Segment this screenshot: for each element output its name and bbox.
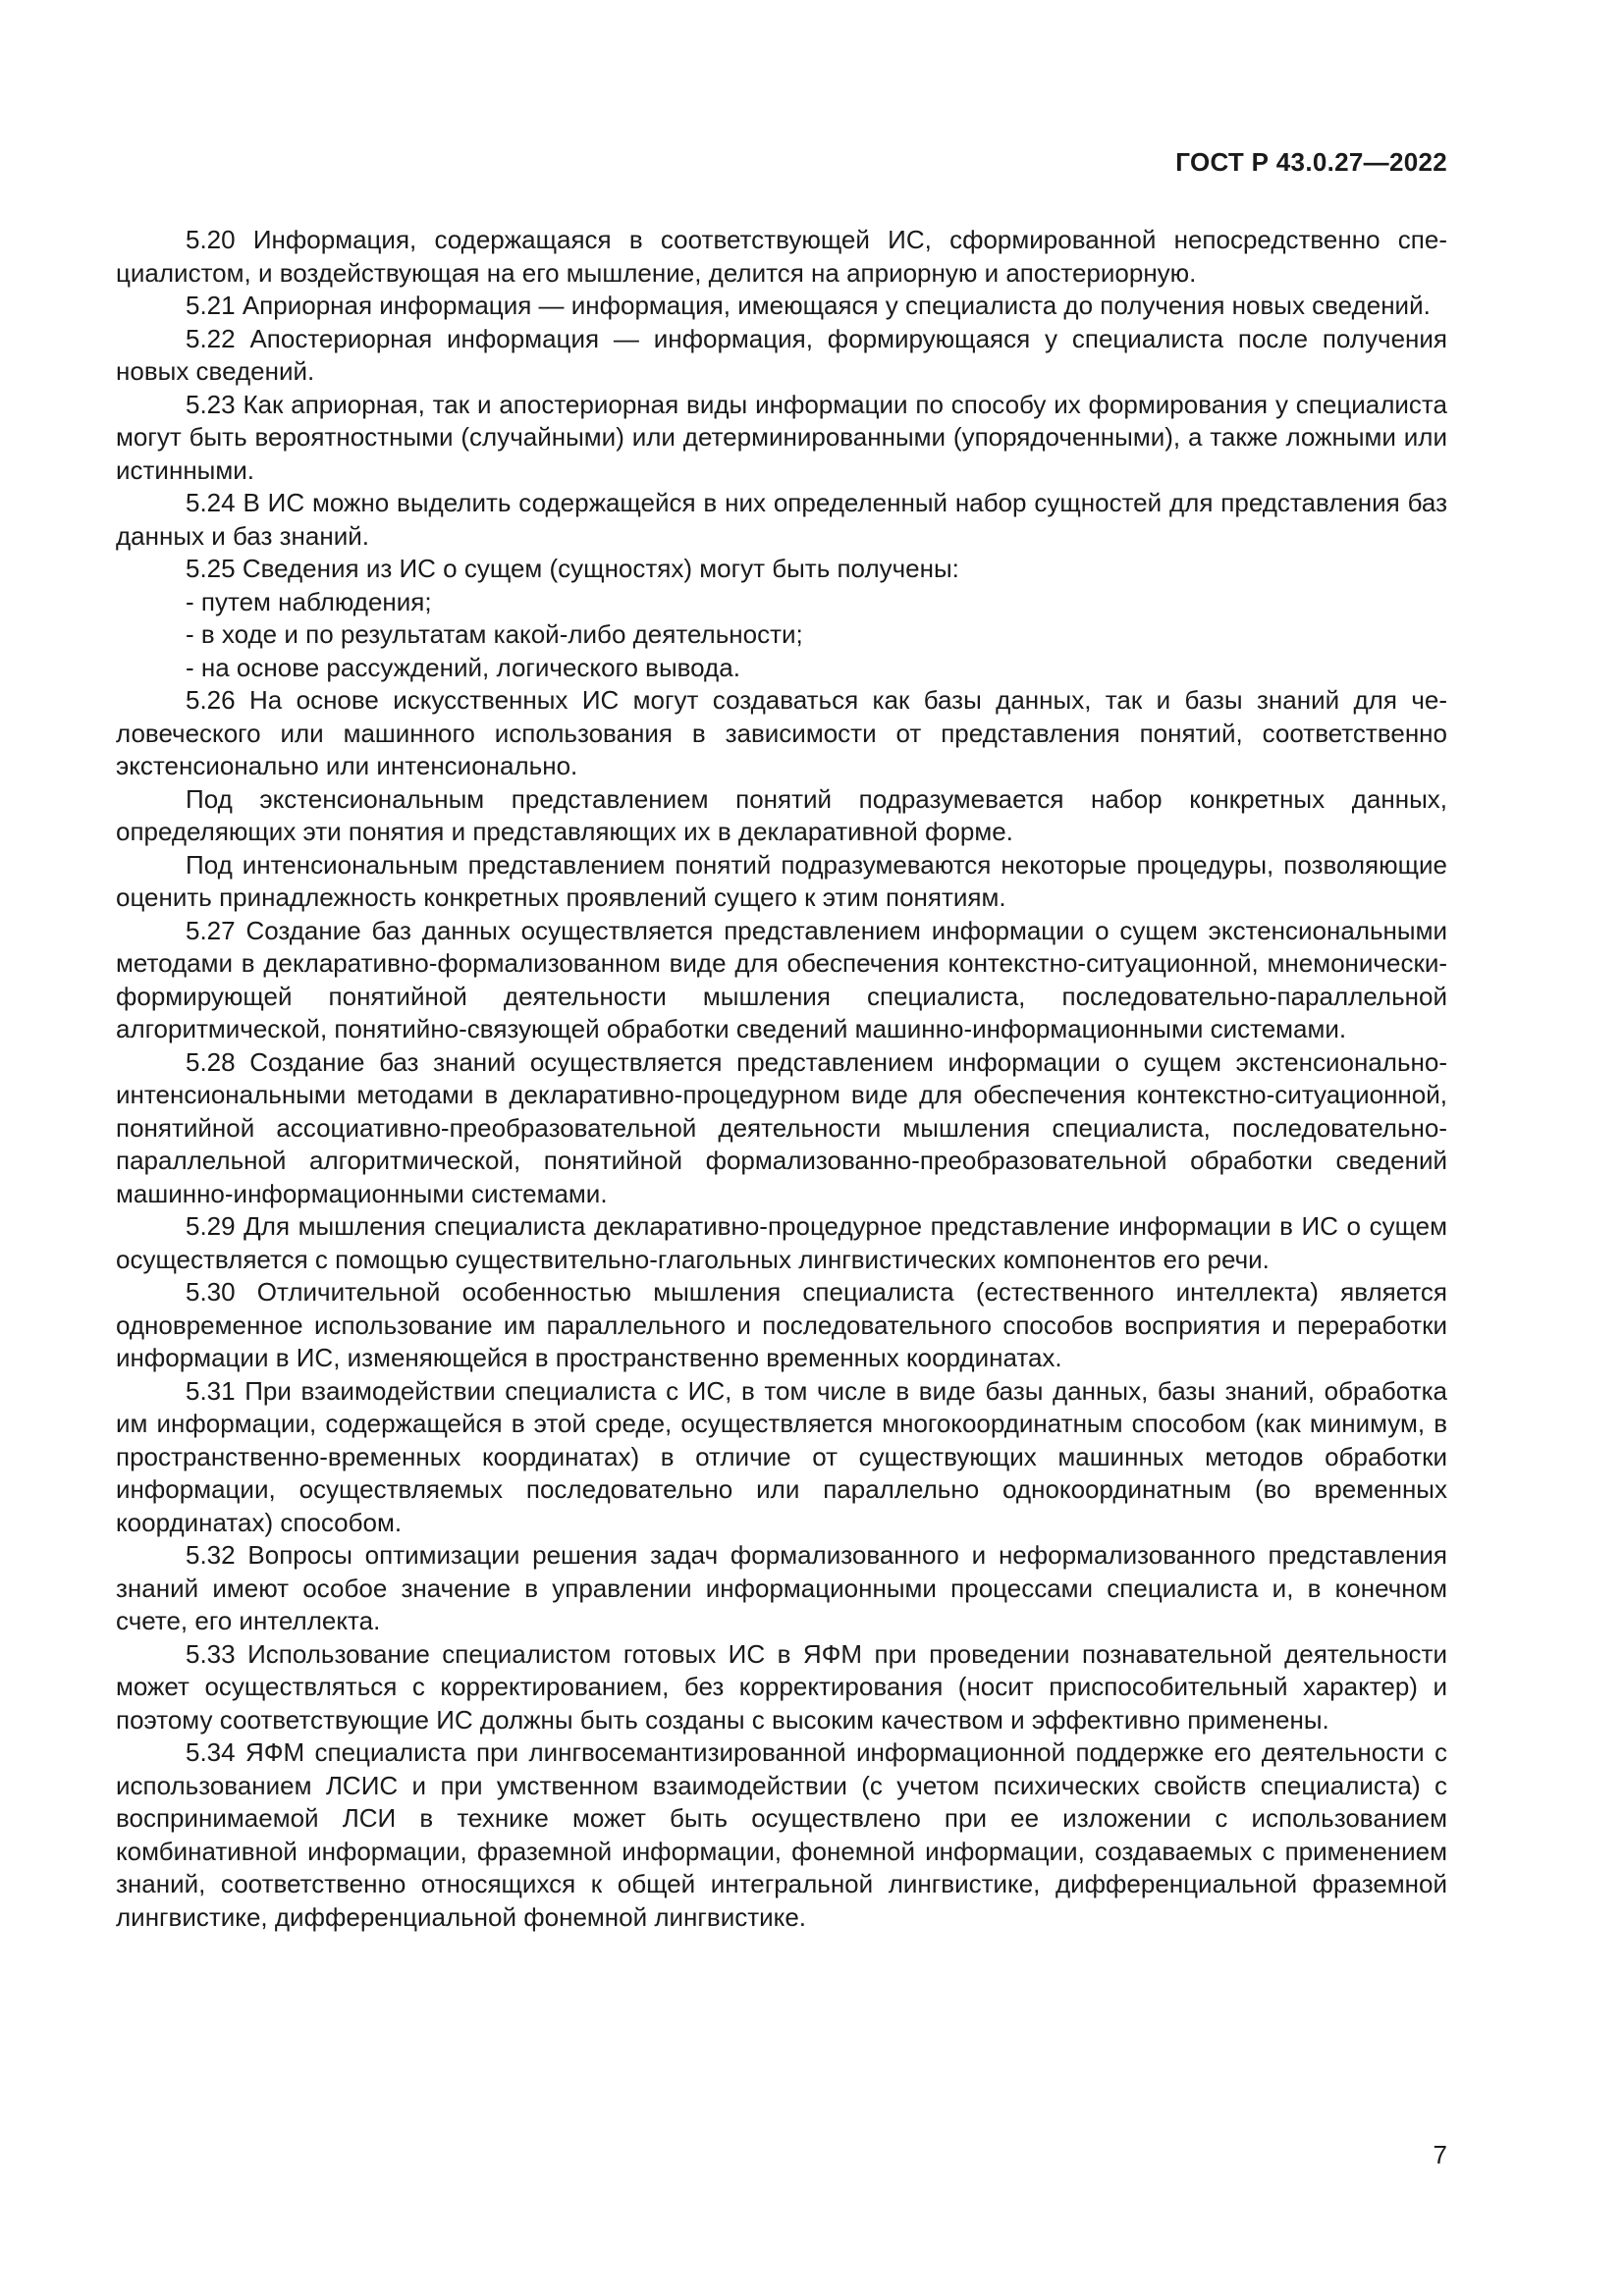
paragraph-5-21: 5.21 Априорная информация — информация, имеющаяся у специалиста до получения новых сведений. xyxy=(186,291,1431,320)
paragraph-5-29: 5.29 Для мышления специалиста декларативно-процедурное представление информации в ИС о сущем осуществляется с помощью существительно-глагольных лингвистических компонентов его речи. xyxy=(116,1211,1447,1274)
paragraph-intensional: Под интенсиональным представлением понятий подразумеваются некоторые процедуры, позволяющие оценить принадлежность конкретных проявлений сущего к этим понятиям. xyxy=(116,849,1447,912)
paragraph-5-32: 5.32 Вопросы оптимизации решения задач формализованного и неформализованного представления знаний имеют особое значение в управлении информационными процессами специалиста и, в конечном счете, его интеллекта. xyxy=(116,1540,1447,1635)
document-body xyxy=(116,224,1447,1934)
paragraph-5-26: 5.26 На основе искусственных ИС могут создаваться как базы данных, так и базы знаний для человеческого или машинного использования в зависимости от представления понятий, соответственно экстенсионально или интенсионально. xyxy=(116,685,1447,780)
paragraph-5-27: 5.27 Создание баз данных осуществляется представлением информации о сущем экстенсиональными методами в декларативно-формализованном виде для обеспечения контекстно-ситуационной, мнемонически-формирующей понятийной деятельности мышления специалиста, последовательно-параллельной алгоритмической, понятийно-связующей обработки сведений машинно-информационными системами. xyxy=(116,915,1447,1043)
paragraph-5-25: 5.25 Сведения из ИС о сущем (сущностях) могут быть получены: xyxy=(186,554,959,583)
paragraph-5-33: 5.33 Использование специалистом готовых ИС в ЯФМ при проведении познавательной деятельности может осуществляться с корректированием, без корректирования (носит приспособительный характер) и поэтому соответствующие ИС должны быть созданы с высоким качеством и эффективно применены. xyxy=(116,1638,1447,1735)
paragraph-extensional: Под экстенсиональным представлением понятий подразумевается набор конкретных данных, определяющих эти понятия и представляющих их в декларативной форме. xyxy=(116,783,1447,846)
list-item: - в ходе и по результатам какой-либо деятельности; xyxy=(186,619,803,649)
paragraph-5-24: 5.24 В ИС можно выделить содержащейся в них определенный набор сущностей для представления баз данных и баз знаний. xyxy=(116,488,1447,551)
standard-id-header: ГОСТ Р 43.0.27—2022 xyxy=(1175,147,1447,177)
paragraph-5-31: 5.31 При взаимодействии специалиста с ИС, в том числе в виде базы данных, базы знаний, обработка им информации, содержащейся в этой среде, осуществляется многокоординатным способом (как минимум, в пространственно-временных координатах) в отличие от существующих машинных методов обработки информации, осуществляемых последовательно или параллельно однокоординатным (во временных координатах) способом. xyxy=(116,1375,1447,1537)
paragraph-5-20: 5.20 Информация, содержащаяся в соответствующей ИС, сформированной непосредственно специалистом, и воздействующая на его мышление, делится на априорную и апостериорную. xyxy=(116,225,1447,288)
paragraph-5-28: 5.28 Создание баз знаний осуществляется представлением информации о сущем экстенсионально-интенсиональными методами в декларативно-процедурном виде для обеспечения контекстно-ситуационной, понятийной ассоциативно-преобразовательной деятельности мышления специалиста, последовательно-параллельной алгоритмической, понятийной формализованно-преобразовательной обработки сведений машинно-информационными системами. xyxy=(116,1046,1447,1208)
page-number: 7 xyxy=(1433,2140,1447,2169)
list-item: - путем наблюдения; xyxy=(186,586,432,616)
list-item: - на основе рассуждений, логического вывода. xyxy=(186,652,740,682)
paragraph-5-30: 5.30 Отличительной особенностью мышления специалиста (естественного интеллекта) является одновременное использование им параллельного и последовательного способов восприятия и переработки информации в ИС, изменяющейся в пространственно временных координатах. xyxy=(116,1277,1447,1372)
paragraph-5-34: 5.34 ЯФМ специалиста при лингвосемантизированной информационной поддержке его деятельности с использованием ЛСИС и при умственном взаимодействии (с учетом психических свойств специалиста) с воспринимаемой ЛСИ в технике может быть осуществлено при ее изложении с использованием комбинативной информации, фраземной информации, фонемной информации, создаваемых с применением знаний, соответственно относящихся к общей интегральной лингвистике, дифференциальной фраземной лингвистике, дифференциальной фонемной лингвистике. xyxy=(116,1737,1447,1932)
paragraph-5-23: 5.23 Как априорная, так и апостериорная виды информации по способу их формирования у специалиста могут быть вероятностными (случайными) или детерминированными (упорядоченными), а также ложными или истинными. xyxy=(116,389,1447,485)
paragraph-5-22: 5.22 Апостериорная информация — информация, формирующаяся у специалиста после получения новых сведений. xyxy=(116,323,1447,386)
